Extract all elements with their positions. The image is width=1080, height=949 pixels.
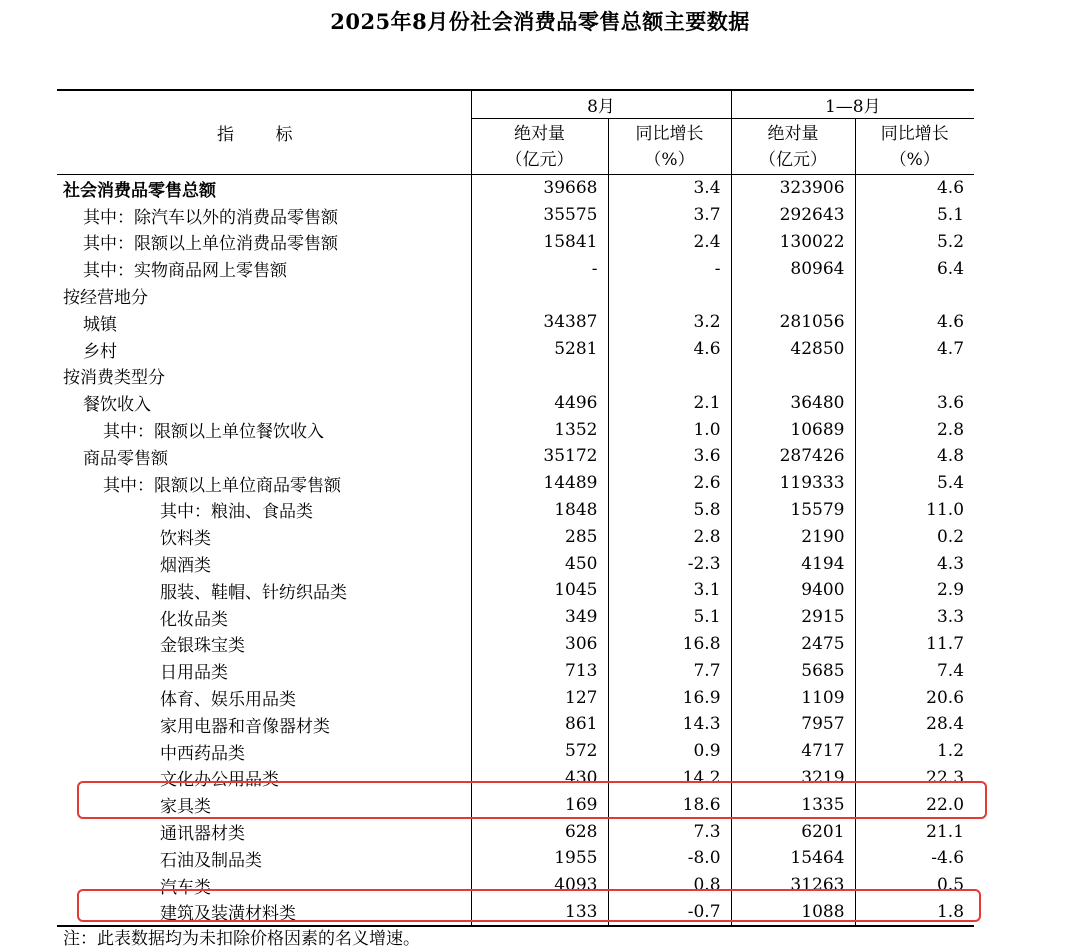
table-row: [57, 470, 974, 497]
row-label: 服装、鞋帽、针纺织品类: [160, 582, 347, 603]
cell-v2: 7.3: [608, 818, 731, 845]
cell-v1: 713: [471, 657, 608, 684]
row-label: 其中：实物商品网上零售额: [83, 261, 287, 282]
row-label: 城镇: [83, 314, 117, 335]
row-label: 按经营地分: [63, 288, 148, 309]
cell-v2: -8.0: [608, 845, 731, 872]
cell-v3: [731, 282, 855, 309]
table-row: [57, 791, 974, 818]
header-yoy-ytd: 同比增长 （%）: [855, 119, 974, 175]
row-label: 文化办公用品类: [160, 770, 279, 791]
cell-v4: 7.4: [855, 657, 974, 684]
cell-v4: [855, 363, 974, 390]
table-row: [57, 711, 974, 738]
table-row: [57, 175, 974, 202]
table-row: [57, 282, 974, 309]
cell-v1: 430: [471, 765, 608, 792]
cell-v1: 628: [471, 818, 608, 845]
cell-v3: 15464: [731, 845, 855, 872]
row-label: 通讯器材类: [160, 824, 245, 845]
cell-v2: 7.7: [608, 657, 731, 684]
table-row: [57, 577, 974, 604]
cell-v2: 3.1: [608, 577, 731, 604]
cell-v1: 133: [471, 899, 608, 927]
row-label: 烟酒类: [160, 556, 211, 577]
cell-v3: 287426: [731, 443, 855, 470]
row-label: 金银珠宝类: [160, 636, 245, 657]
cell-v2: 16.9: [608, 684, 731, 711]
cell-v1: 4496: [471, 389, 608, 416]
row-label: 其中：限额以上单位商品零售额: [103, 475, 341, 496]
cell-v1: 127: [471, 684, 608, 711]
retail-sales-table: [57, 89, 974, 927]
cell-v3: 2475: [731, 631, 855, 658]
table-row: [57, 309, 974, 336]
cell-v4: 2.8: [855, 416, 974, 443]
cell-v3: 130022: [731, 229, 855, 256]
cell-v4: 4.7: [855, 336, 974, 363]
cell-v3: 2190: [731, 523, 855, 550]
cell-v2: 3.7: [608, 202, 731, 229]
cell-v3: 2915: [731, 604, 855, 631]
cell-v4: 0.5: [855, 872, 974, 899]
table-row: [57, 872, 974, 899]
cell-v1: 34387: [471, 309, 608, 336]
cell-v3: 9400: [731, 577, 855, 604]
row-label: 其中：限额以上单位餐饮收入: [103, 422, 324, 443]
cell-v2: 0.8: [608, 872, 731, 899]
cell-v1: 4093: [471, 872, 608, 899]
row-label: 其中：粮油、食品类: [160, 502, 313, 523]
row-label: 饮料类: [160, 529, 211, 550]
cell-v3: 4194: [731, 550, 855, 577]
cell-v4: 21.1: [855, 818, 974, 845]
cell-v3: 42850: [731, 336, 855, 363]
cell-v1: 1848: [471, 497, 608, 524]
page-title: 2025年8月份社会消费品零售总额主要数据: [330, 9, 750, 34]
row-label: 建筑及装潢材料类: [57, 899, 471, 927]
cell-v4: 5.2: [855, 229, 974, 256]
row-label: 中西药品类: [160, 743, 245, 764]
table-row: [57, 845, 974, 872]
cell-v4: 11.7: [855, 631, 974, 658]
cell-v4: 2.9: [855, 577, 974, 604]
cell-v3: 4717: [731, 738, 855, 765]
header-yoy-aug: 同比增长 （%）: [608, 119, 731, 175]
cell-v2: 2.8: [608, 523, 731, 550]
table-row: [57, 765, 974, 792]
cell-v1: 572: [471, 738, 608, 765]
cell-v1: 169: [471, 791, 608, 818]
table-row: [57, 604, 974, 631]
cell-v4: 1.8: [855, 899, 974, 927]
cell-v3: 3219: [731, 765, 855, 792]
cell-v4: 11.0: [855, 497, 974, 524]
footnote: 注：此表数据均为未扣除价格因素的名义增速。: [63, 929, 420, 949]
cell-v3: 7957: [731, 711, 855, 738]
row-label: 其中：限额以上单位消费品零售额: [83, 234, 338, 255]
cell-v4: 4.6: [855, 309, 974, 336]
cell-v1: 1352: [471, 416, 608, 443]
cell-v4: 4.3: [855, 550, 974, 577]
cell-v3: 119333: [731, 470, 855, 497]
cell-v3: 31263: [731, 872, 855, 899]
row-label: 化妆品类: [160, 609, 228, 630]
header-abs-aug: 绝对量 （亿元）: [471, 119, 608, 175]
row-label: 按消费类型分: [63, 368, 165, 389]
cell-v2: 3.4: [608, 175, 731, 202]
cell-v2: -0.7: [608, 899, 731, 927]
cell-v1: 861: [471, 711, 608, 738]
cell-v1: 15841: [471, 229, 608, 256]
cell-v1: [471, 282, 608, 309]
cell-v3: 80964: [731, 255, 855, 282]
table-row: [57, 389, 974, 416]
cell-v4: -4.6: [855, 845, 974, 872]
cell-v4: 22.3: [855, 765, 974, 792]
header-indicator: 指 标: [57, 90, 471, 175]
cell-v1: 39668: [471, 175, 608, 202]
cell-v2: 4.6: [608, 336, 731, 363]
cell-v3: 1109: [731, 684, 855, 711]
cell-v4: 28.4: [855, 711, 974, 738]
header-period-august: 8月: [471, 90, 731, 119]
table-row: [57, 550, 974, 577]
cell-v1: 1045: [471, 577, 608, 604]
cell-v3: 323906: [731, 175, 855, 202]
cell-v1: 306: [471, 631, 608, 658]
cell-v4: 4.6: [855, 175, 974, 202]
header-period-jan-aug: 1—8月: [731, 90, 974, 119]
cell-v4: 5.1: [855, 202, 974, 229]
cell-v2: 5.1: [608, 604, 731, 631]
cell-v3: 6201: [731, 818, 855, 845]
cell-v3: 36480: [731, 389, 855, 416]
cell-v1: [471, 363, 608, 390]
cell-v1: 35172: [471, 443, 608, 470]
cell-v2: 18.6: [608, 791, 731, 818]
row-label: 家具类: [160, 797, 211, 818]
cell-v2: -2.3: [608, 550, 731, 577]
cell-v1: 35575: [471, 202, 608, 229]
cell-v2: 3.2: [608, 309, 731, 336]
cell-v1: 285: [471, 523, 608, 550]
cell-v2: 14.3: [608, 711, 731, 738]
cell-v4: 20.6: [855, 684, 974, 711]
cell-v3: 1088: [731, 899, 855, 927]
cell-v2: 2.6: [608, 470, 731, 497]
table-row: [57, 497, 974, 524]
cell-v2: 3.6: [608, 443, 731, 470]
cell-v2: [608, 363, 731, 390]
cell-v4: 1.2: [855, 738, 974, 765]
cell-v3: 292643: [731, 202, 855, 229]
row-label: 其中：除汽车以外的消费品零售额: [83, 207, 338, 228]
table-row: [57, 416, 974, 443]
row-label: 乡村: [83, 341, 117, 362]
table-row: [57, 443, 974, 470]
cell-v1: -: [471, 255, 608, 282]
cell-v3: 10689: [731, 416, 855, 443]
row-label: 体育、娱乐用品类: [160, 690, 296, 711]
cell-v4: 22.0: [855, 791, 974, 818]
row-label: 社会消费品零售总额: [63, 180, 216, 201]
table-row: [57, 684, 974, 711]
cell-v3: 1335: [731, 791, 855, 818]
header-abs-ytd: 绝对量 （亿元）: [731, 119, 855, 175]
table-body: [57, 175, 974, 927]
cell-v2: 14.2: [608, 765, 731, 792]
row-label: 汽车类: [160, 877, 211, 898]
table-row: [57, 657, 974, 684]
cell-v4: [855, 282, 974, 309]
table-row: [57, 631, 974, 658]
table-row: [57, 523, 974, 550]
row-label: 餐饮收入: [83, 395, 151, 416]
cell-v4: 3.6: [855, 389, 974, 416]
cell-v4: 3.3: [855, 604, 974, 631]
data-table-wrapper: [57, 89, 974, 927]
row-label: 家用电器和音像器材类: [160, 716, 330, 737]
cell-v4: 5.4: [855, 470, 974, 497]
cell-v1: 5281: [471, 336, 608, 363]
cell-v3: [731, 363, 855, 390]
table-row: [57, 255, 974, 282]
cell-v2: 0.9: [608, 738, 731, 765]
cell-v3: 15579: [731, 497, 855, 524]
cell-v2: 2.4: [608, 229, 731, 256]
cell-v4: 4.8: [855, 443, 974, 470]
cell-v2: 16.8: [608, 631, 731, 658]
cell-v2: 5.8: [608, 497, 731, 524]
cell-v2: -: [608, 255, 731, 282]
cell-v4: 6.4: [855, 255, 974, 282]
row-label: 日用品类: [160, 663, 228, 684]
row-label: 石油及制品类: [160, 850, 262, 871]
table-row: [57, 899, 974, 927]
cell-v3: 281056: [731, 309, 855, 336]
cell-v1: 1955: [471, 845, 608, 872]
cell-v2: 2.1: [608, 389, 731, 416]
cell-v2: 1.0: [608, 416, 731, 443]
table-row: [57, 738, 974, 765]
table-row: [57, 336, 974, 363]
row-label: 商品零售额: [83, 448, 168, 469]
cell-v3: 5685: [731, 657, 855, 684]
cell-v2: [608, 282, 731, 309]
cell-v1: 349: [471, 604, 608, 631]
cell-v1: 450: [471, 550, 608, 577]
cell-v4: 0.2: [855, 523, 974, 550]
table-row: [57, 229, 974, 256]
cell-v1: 14489: [471, 470, 608, 497]
table-row: [57, 202, 974, 229]
table-row: [57, 363, 974, 390]
table-row: [57, 818, 974, 845]
